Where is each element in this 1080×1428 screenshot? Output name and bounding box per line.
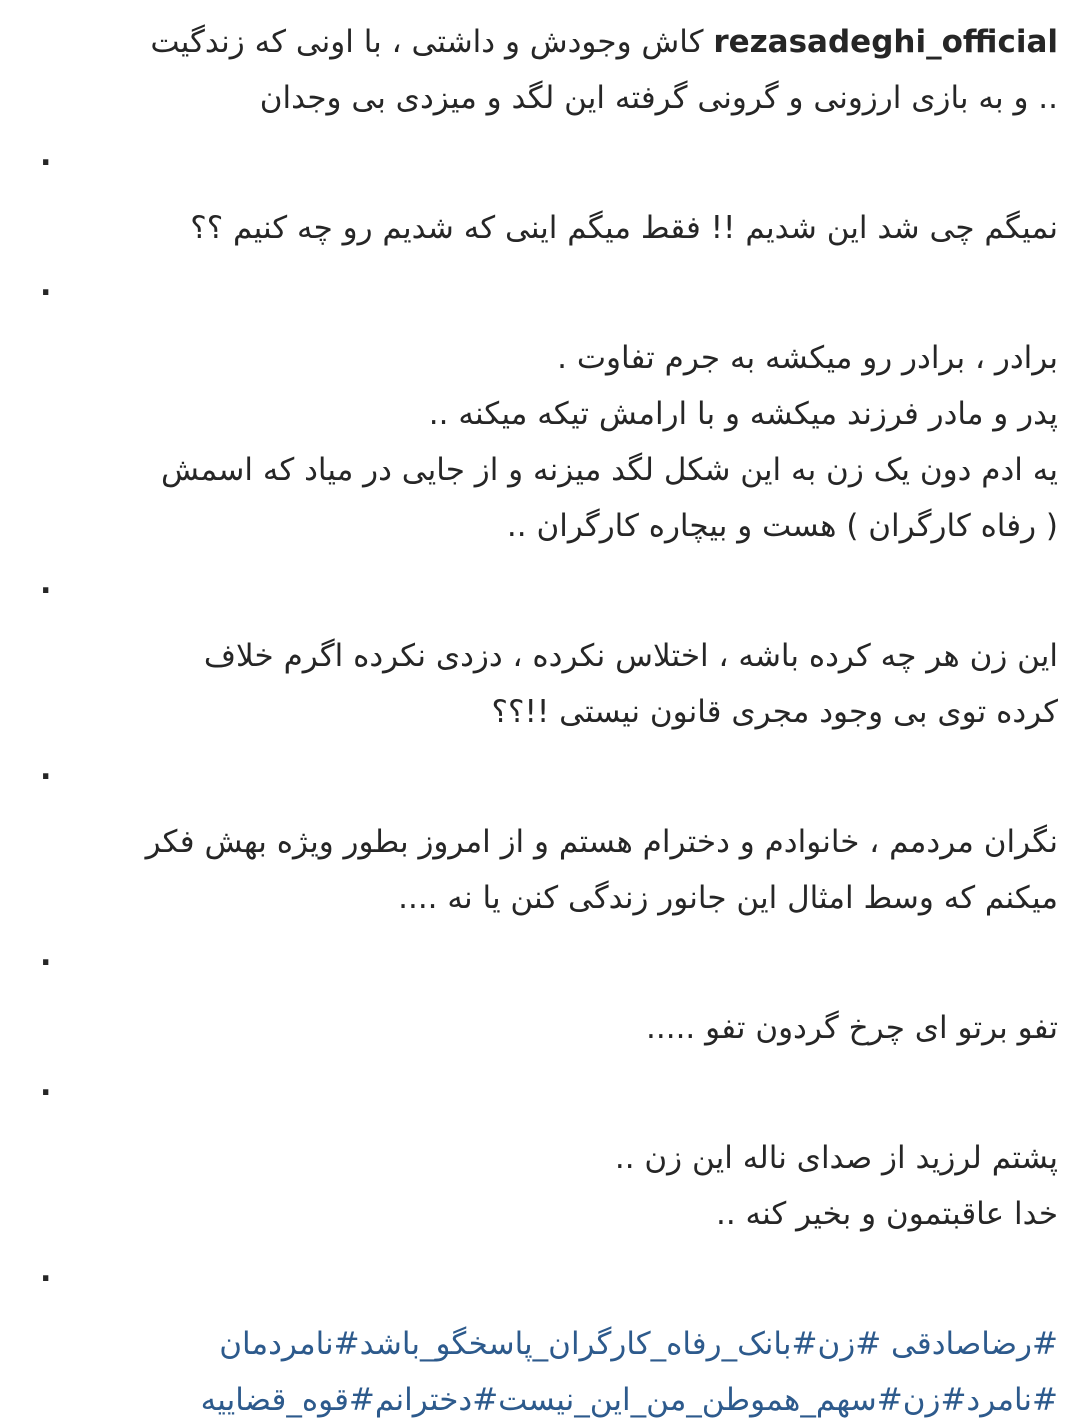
caption-para-6: تفو برتو ای چرخ گردون تفو ..... [646, 1010, 1058, 1046]
caption-para-3-line-2: پدر و مادر فرزند میکشه و با ارامش تیکه میکنه .. [428, 396, 1058, 432]
caption-line-2: .. و به بازی ارزونی و گرونی گرفته این لگد و میزدی بی وجدان [259, 80, 1058, 116]
hashtag-line-1[interactable]: #رضاصادقی #زن#بانک_رفاه_کارگران_پاسخگو_باشد#نامردمان [219, 1326, 1058, 1362]
caption-para-4-line-1: این زن هر چه کرده باشه ، اختلاس نکرده ، دزدی نکرده اگرم خلاف [203, 638, 1058, 674]
caption-para-3-line-4: ( رفاه کارگران ) هست و بیچاره کارگران .. [506, 508, 1058, 544]
caption-para-5-line-2: میکنم که وسط امثال این جانور زندگی کنن یا نه .... [398, 880, 1058, 916]
caption-para-3-line-3: یه ادم دون یک زن به این شکل لگد میزنه و از جایی در میاد که اسمش [160, 452, 1058, 488]
caption-para-3-line-1: برادر ، برادر رو میکشه به جرم تفاوت . [557, 340, 1058, 376]
hashtag-block [36, 1316, 1058, 1428]
separator-dot: . [40, 752, 52, 787]
caption-text: کاش وجودش و داشتی ، با اونی که زندگیت [150, 24, 704, 60]
caption-para-5-line-1: نگران مردمم ، خانوادم و دخترام هستم و از امروز بطور ویژه بهش فکر [145, 824, 1058, 860]
separator-dot: . [40, 566, 52, 601]
username-link[interactable]: rezasadeghi_official [713, 24, 1058, 60]
hashtag-line-2[interactable]: #نامرد#زن#سهم_هموطن_من_این_نیست#دخترانم#قوه_قضاییه [200, 1382, 1058, 1418]
caption-para-4-line-2: کرده توی بی وجود مجری قانون نیستی !!؟؟ [491, 694, 1058, 730]
caption-line-1 [36, 14, 1058, 70]
post-caption [36, 14, 1058, 1428]
separator-dot: . [40, 938, 52, 973]
separator-dot: . [40, 268, 52, 303]
separator-dot: . [40, 1254, 52, 1289]
separator-dot: . [40, 138, 52, 173]
caption-para-7-line-2: خدا عاقبتمون و بخیر کنه .. [716, 1196, 1058, 1232]
caption-para-7-line-1: پشتم لرزید از صدای ناله این زن .. [614, 1140, 1058, 1176]
separator-dot: . [40, 1068, 52, 1103]
caption-line-3: نمیگم چی شد این شدیم !! فقط میگم اینی که شدیم رو چه کنیم ؟؟ [190, 210, 1058, 246]
